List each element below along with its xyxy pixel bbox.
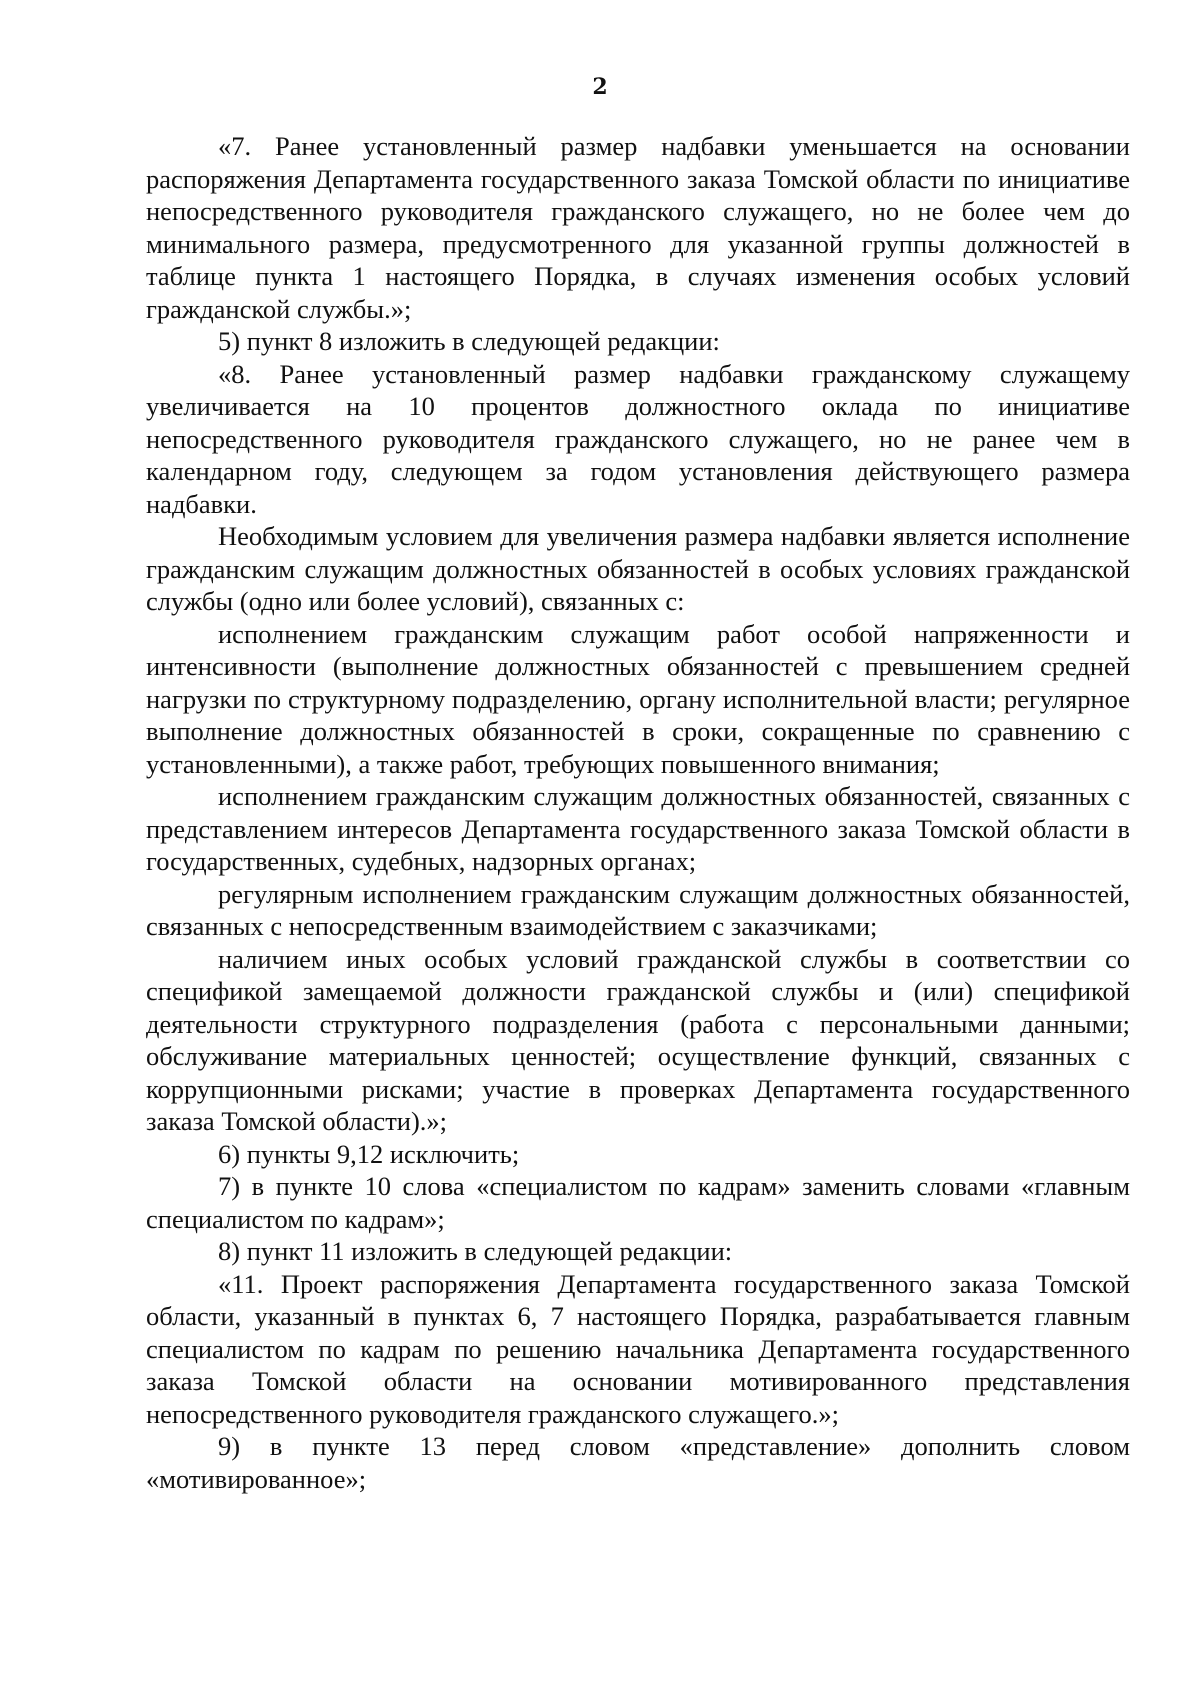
- document-body: [146, 130, 1130, 1495]
- paragraph-necessary-condition: Необходимым условием для увеличения размера надбавки является исполнение гражданским служащим должностных обязанностей в особых условиях гражданской службы (одно или более условий), связанных с:: [146, 521, 1130, 616]
- page-number: 2: [592, 74, 608, 100]
- paragraph-point-11-text: «11. Проект распоряжения Департамента государственного заказа Томской области, указанный в пунктах 6, 7 настоящего Порядка, разрабатывается главным специалистом по кадрам по решению начальника Департамента государственного заказа Томской области на основании мотивированного представления непосредственного руководителя гражданского служащего.»;: [146, 1268, 1130, 1429]
- paragraph-condition-intensity: исполнением гражданским служащим работ особой напряженности и интенсивности (выполнение должностных обязанностей с превышением средней нагрузки по структурному подразделению, органу исполнительной власти; регулярное выполнение должностных обязанностей в сроки, сокращенные по сравнению с установленными), а также работ, требующих повышенного внимания;: [146, 618, 1130, 779]
- paragraph-amendment-7: 7) в пункте 10 слова «специалистом по кадрам» заменить словами «главным специалистом по кадрам»;: [146, 1171, 1130, 1234]
- paragraph-amendment-5: 5) пункт 8 изложить в следующей редакции:: [218, 326, 720, 356]
- paragraph-amendment-6: 6) пункты 9,12 исключить;: [218, 1138, 520, 1169]
- paragraph-amendment-9: 9) в пункте 13 перед словом «представление» дополнить словом «мотивированное»;: [146, 1431, 1130, 1494]
- paragraph-point-8-text: «8. Ранее установленный размер надбавки гражданскому служащему увеличивается на 10 процентов должностного оклада по инициативе непосредственного руководителя гражданского служащего, но не ранее чем в календарном году, следующем за годом установления действующего размера надбавки.: [146, 358, 1130, 519]
- paragraph-condition-representation: исполнением гражданским служащим должностных обязанностей, связанных с представлением интересов Департамента государственного заказа Томской области в государственных, судебных, надзорных органах;: [146, 781, 1130, 876]
- paragraph-amendment-8: 8) пункт 11 изложить в следующей редакции:: [218, 1236, 733, 1266]
- paragraph-point-7-text: «7. Ранее установленный размер надбавки уменьшается на основании распоряжения Департамента государственного заказа Томской области по инициативе непосредственного руководителя гражданского служащего, но не более чем до минимального размера, предусмотренного для указанной группы должностей в таблице пункта 1 настоящего Порядка, в случаях изменения особых условий гражданской службы.»;: [146, 131, 1130, 324]
- paragraph-condition-customers: регулярным исполнением гражданским служащим должностных обязанностей, связанных с непосредственным взаимодействием с заказчиками;: [146, 878, 1130, 941]
- paragraph-condition-other: наличием иных особых условий гражданской службы в соответствии со спецификой замещаемой должности гражданской службы и (или) спецификой деятельности структурного подразделения (работа с персональными данными; обслуживание материальных ценностей; осуществление функций, связанных с коррупционными рисками; участие в проверках Департамента государственного заказа Томской области).»;: [146, 943, 1130, 1136]
